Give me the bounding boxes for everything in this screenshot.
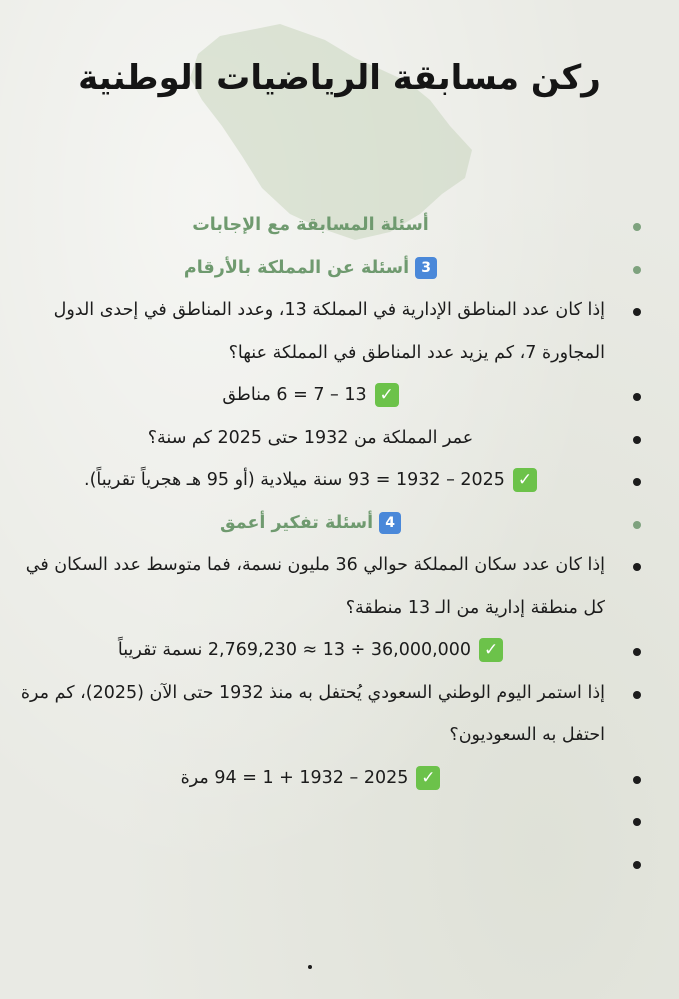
list-item (10, 417, 641, 460)
check-mark-icon: ✓ (375, 383, 399, 407)
empty-list-item (10, 799, 641, 842)
list-item (10, 374, 641, 417)
list-item (10, 757, 641, 800)
list-item (10, 502, 641, 545)
list-item (10, 247, 641, 290)
list-item (10, 459, 641, 502)
page-title: ركن مسابقة الرياضيات الوطنية (78, 58, 601, 98)
check-mark-icon: ✓ (479, 638, 503, 662)
question-text: إذا كان عدد سكان المملكة حوالي 36 مليون نسمة، فما متوسط عدد السكان في كل منطقة إدارية من الـ 13 منطقة؟ (25, 555, 605, 618)
answer-text: 2025 – 1932 = 93 سنة ميلادية (أو 95 هـ هجرياً تقريباً). (84, 470, 505, 490)
check-mark-icon: ✓ (416, 766, 440, 790)
number-keycap-icon: 3 (415, 257, 437, 279)
check-mark-icon: ✓ (513, 468, 537, 492)
question-text: إذا كان عدد المناطق الإدارية في المملكة 13، وعدد المناطق في إحدى الدول المجاورة 7، كم يزيد عدد المناطق في المملكة عنها؟ (53, 300, 605, 363)
section-heading: أسئلة عن المملكة بالأرقام (183, 257, 410, 278)
question-text: إذا استمر اليوم الوطني السعودي يُحتفل به منذ 1932 حتى الآن (2025)، كم مرة احتفل به السعوديون؟ (20, 682, 605, 745)
answer-text: 13 – 7 = 6 مناطق (222, 385, 367, 405)
list-item (10, 629, 641, 672)
list-item (10, 204, 641, 247)
section-heading: أسئلة تفكير أعمق (219, 512, 374, 533)
list-item (10, 289, 641, 374)
answer-text: 2025 – 1932 + 1 = 94 مرة (180, 767, 409, 788)
section-heading: أسئلة المسابقة مع الإجابات (192, 215, 429, 235)
content-list (10, 202, 641, 884)
stray-dot (308, 965, 312, 969)
list-item (10, 544, 641, 629)
question-text: عمر المملكة من 1932 حتى 2025 كم سنة؟ (147, 427, 474, 448)
empty-list-item (10, 842, 641, 885)
number-keycap-icon: 4 (379, 512, 401, 534)
answer-text: 36,000,000 ÷ 13 ≈ 2,769,230 نسمة تقريباً (117, 640, 472, 660)
list-item (10, 672, 641, 757)
